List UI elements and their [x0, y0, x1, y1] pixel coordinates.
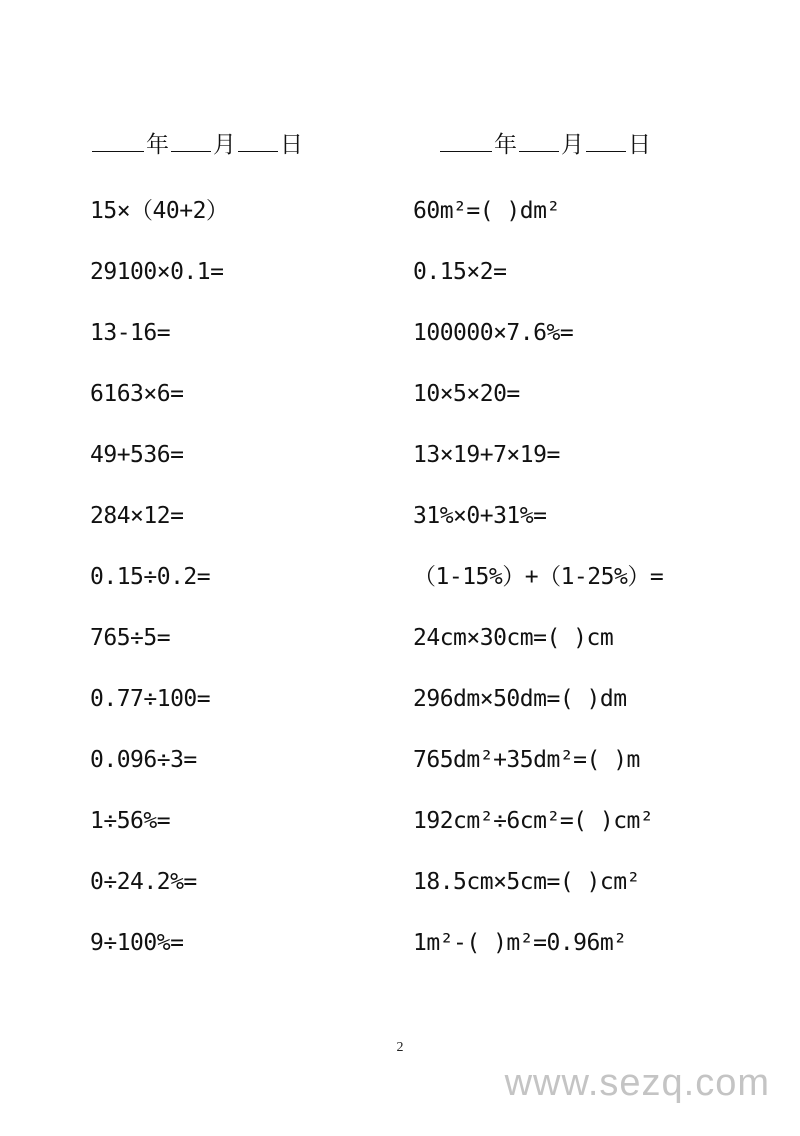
year-blank: [92, 129, 144, 152]
problem: 13×19+7×19=: [413, 442, 560, 468]
problem: 9÷100%=: [90, 930, 184, 956]
problem: 0.15×2=: [413, 259, 507, 285]
problem: 296dm×50dm=( )dm: [413, 686, 627, 712]
problem: 0÷24.2%=: [90, 869, 197, 895]
problem: 0.15÷0.2=: [90, 564, 211, 590]
problem: 765dm²+35dm²=( )m: [413, 747, 640, 773]
problem: 24cm×30cm=( )cm: [413, 625, 614, 651]
problem: 49+536=: [90, 442, 184, 468]
problem: 100000×7.6%=: [413, 320, 574, 346]
problem: 1÷56%=: [90, 808, 171, 834]
problem: 13-16=: [90, 320, 171, 346]
right-problem-column: [413, 194, 663, 987]
problem: 15×（40+2）: [90, 198, 229, 224]
month-label: 月: [561, 132, 584, 158]
day-blank: [586, 129, 626, 152]
problem: 29100×0.1=: [90, 259, 224, 285]
left-problem-column: [90, 194, 228, 987]
date-header-right: [438, 128, 651, 161]
problem: 0.096÷3=: [90, 747, 197, 773]
day-blank: [238, 129, 278, 152]
day-label: 日: [280, 132, 303, 158]
problem: 0.77÷100=: [90, 686, 211, 712]
month-blank: [171, 129, 211, 152]
date-header-left: [90, 128, 303, 161]
problem: （1-15%）+（1-25%）=: [413, 564, 664, 590]
problem: 60m²=( )dm²: [413, 198, 560, 224]
month-label: 月: [213, 132, 236, 158]
year-label: 年: [146, 132, 169, 158]
problem: 765÷5=: [90, 625, 171, 651]
problem: 31%×0+31%=: [413, 503, 547, 529]
page-number: 2: [396, 1040, 404, 1055]
problem: 284×12=: [90, 503, 184, 529]
problem: 6163×6=: [90, 381, 184, 407]
year-blank: [440, 129, 492, 152]
problem: 192cm²÷6cm²=( )cm²: [413, 808, 654, 834]
problem: 18.5cm×5cm=( )cm²: [413, 869, 640, 895]
day-label: 日: [628, 132, 651, 158]
problem: 1m²-( )m²=0.96m²: [413, 930, 627, 956]
watermark: www.sezq.com: [504, 1062, 770, 1104]
month-blank: [519, 129, 559, 152]
problem: 10×5×20=: [413, 381, 520, 407]
year-label: 年: [494, 132, 517, 158]
